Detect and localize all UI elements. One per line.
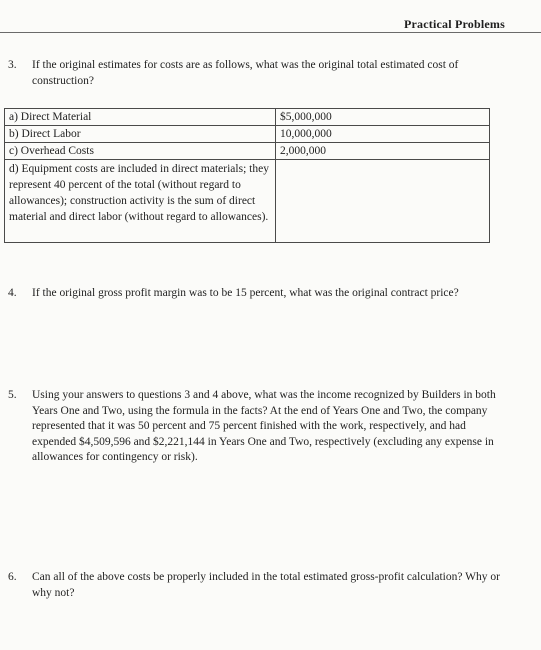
question-6	[8, 570, 508, 601]
table-row	[5, 109, 490, 126]
page-header-title: Practical Problems	[403, 17, 505, 31]
cost-value: 10,000,000	[276, 126, 490, 143]
cost-label: a) Direct Material	[5, 109, 276, 126]
question-5-text: Using your answers to questions 3 and 4 above, what was the income recognized by Builders in both Years One and Two, using the formula in the facts? At the end of Years One and Two, the company represented that it was 50 percent and 75 percent finished with the work, respectively, and had expended $4,509,596 and $2,221,144 in Years One and Two, respectively (excluding any expense in allowances for contingency or risk).	[32, 389, 496, 463]
question-4	[8, 286, 508, 302]
cost-value-empty	[276, 160, 490, 243]
question-4-number: 4.	[8, 287, 17, 299]
question-6-text: Can all of the above costs be properly included in the total estimated gross-profit calculation? Why or why not?	[32, 571, 500, 599]
question-3-text: If the original estimates for costs are as follows, what was the original total estimated cost of construction?	[32, 59, 459, 87]
cost-value: $5,000,000	[276, 109, 490, 126]
cost-label: b) Direct Labor	[5, 126, 276, 143]
question-5	[8, 388, 512, 466]
question-5-number: 5.	[8, 389, 17, 401]
question-4-text: If the original gross profit margin was to be 15 percent, what was the original contract price?	[32, 287, 459, 299]
question-3	[8, 58, 478, 89]
cost-value: 2,000,000	[276, 143, 490, 160]
table-row	[5, 143, 490, 160]
table-row	[5, 126, 490, 143]
cost-estimates-table	[4, 108, 490, 243]
header-divider	[0, 32, 541, 33]
question-3-number: 3.	[8, 59, 17, 71]
cost-note: d) Equipment costs are included in direct materials; they represent 40 percent of the total (without regard to allowances); construction activity is the sum of direct material and direct labor (without regard to allowances).	[5, 160, 276, 243]
table-row	[5, 160, 490, 243]
question-6-number: 6.	[8, 571, 17, 583]
cost-label: c) Overhead Costs	[5, 143, 276, 160]
